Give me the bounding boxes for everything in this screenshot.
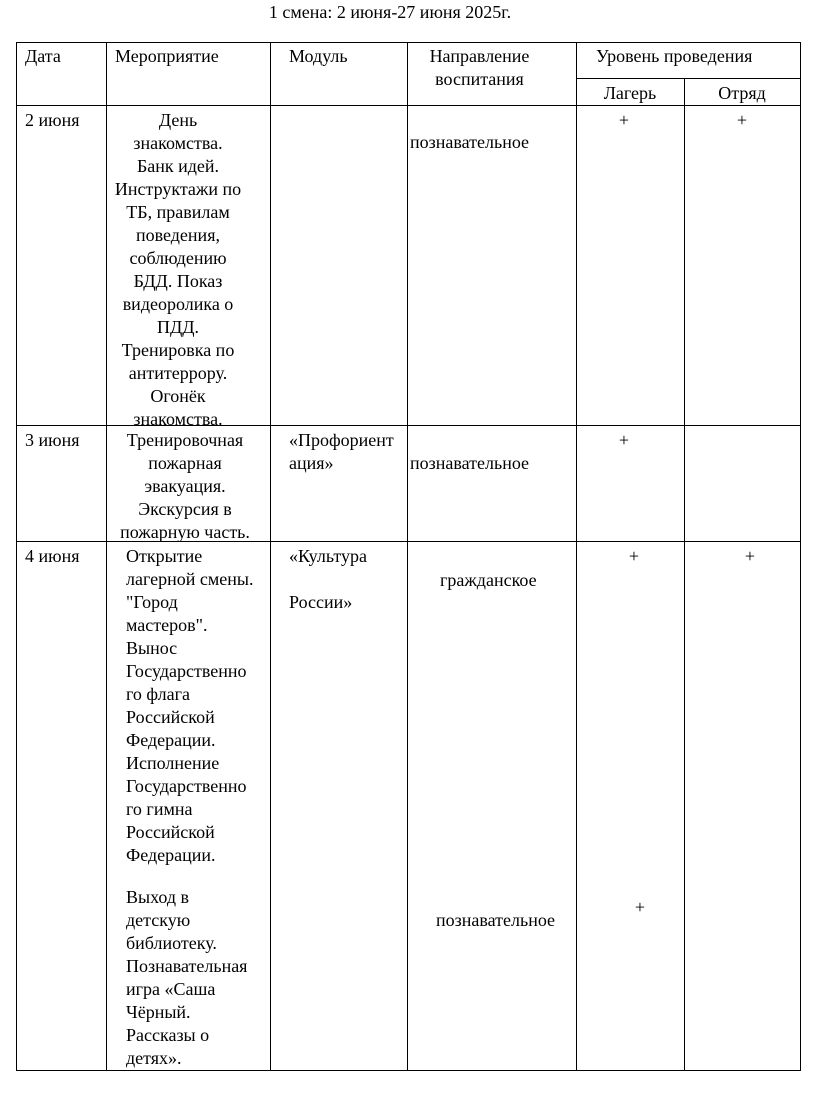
row-1-camp: + xyxy=(618,110,630,130)
header-module: Модуль xyxy=(289,46,348,66)
row-2-direction: познавательное xyxy=(410,453,530,473)
row-3-camp-part1: + xyxy=(628,546,640,566)
row-3-module: «Культура России» xyxy=(289,546,367,612)
header-direction: Направление воспитания xyxy=(429,46,530,89)
row-1-date: 2 июня xyxy=(25,110,80,130)
row-2-date: 3 июня xyxy=(25,430,80,450)
header-date: Дата xyxy=(25,46,61,66)
table-left-border xyxy=(16,42,17,1071)
col-divider-event xyxy=(270,42,271,1071)
row-2-event: Тренировочная пожарная эвакуация. Экскурсия в пожарную часть. xyxy=(120,430,250,542)
row-2-module: «Профориент ация» xyxy=(289,430,394,473)
header-camp: Лагерь xyxy=(603,83,657,103)
row-3-squad: + xyxy=(744,546,756,566)
row-1-squad: + xyxy=(736,110,748,130)
row-2-camp: + xyxy=(618,430,630,450)
row-1-event: День знакомства. Банк идей. Инструктажи по ТБ, правилам поведения, соблюдению БДД. Показ видеоролика о ПДД. Тренировка по антитеррору. Огонёк знакомства. xyxy=(114,110,242,429)
col-divider-camp xyxy=(684,78,685,1071)
header-level: Уровень проведения xyxy=(596,46,753,66)
row-3-date: 4 июня xyxy=(25,546,80,566)
table-top-border xyxy=(16,42,801,43)
page-title: 1 смена: 2 июня-27 июня 2025г. xyxy=(268,2,512,22)
row-3-event-part1: Открытие лагерной смены. "Город мастеров". Вынос Государственно го флага Российской Федерации. Исполнение Государственно го гимна Российской Федерации. xyxy=(126,546,254,865)
col-divider-module xyxy=(407,42,408,1071)
row-3-direction-part1: гражданское xyxy=(440,570,537,590)
row-3-direction-part2: познавательное xyxy=(436,910,556,930)
header-event: Мероприятие xyxy=(115,46,219,66)
row-3-camp-part2: + xyxy=(634,897,646,917)
row-1-direction: познавательное xyxy=(410,132,530,152)
header-squad: Отряд xyxy=(718,83,766,103)
col-divider-direction xyxy=(576,42,577,1071)
row-3-event-part2: Выход в детскую библиотеку. Познавательная игра «Саша Чёрный. Рассказы о детях». xyxy=(126,887,248,1068)
level-subheader-divider xyxy=(576,78,801,79)
